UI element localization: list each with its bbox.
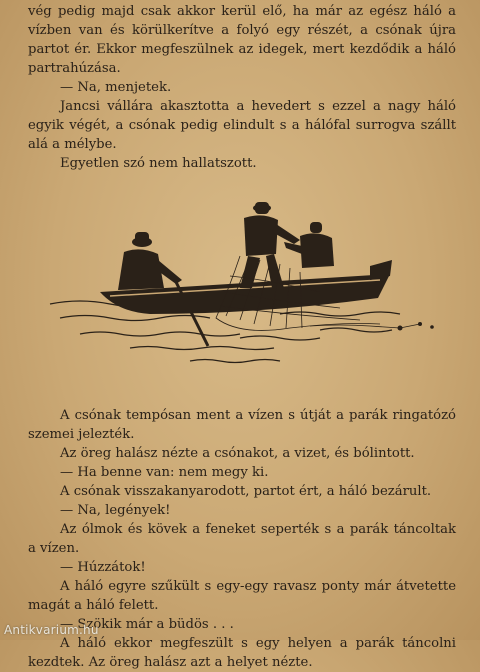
fisherman-right bbox=[284, 222, 334, 268]
paragraph: A csónak visszakanyarodott, partot ért, a háló bezárult. bbox=[60, 484, 432, 499]
paragraph: — Húzzátok! bbox=[60, 560, 146, 575]
illustration-drawing bbox=[40, 196, 440, 372]
watermark-text: Antikvarium.hu bbox=[4, 623, 99, 637]
fisherman-left bbox=[118, 232, 182, 290]
paragraph: Jancsi vállára akasztotta a hevedert s ezzel a nagy háló egyik végét, a csónak pedig elindult s a hálófal surrogva szállt alá a mélybe. bbox=[28, 99, 456, 152]
fishermen-boat-illustration bbox=[40, 196, 440, 372]
paragraph: — Ha benne van: nem megy ki. bbox=[60, 465, 269, 480]
paragraph: A háló ekkor megfeszült s egy helyen a parák táncolni kezdtek. Az öreg halász azt a helyet nézte. bbox=[28, 636, 456, 670]
paragraph: — Na, legények! bbox=[60, 503, 171, 518]
paragraph: A csónak tempósan ment a vízen s útját a parák ringatózó szemei jelezték. bbox=[28, 408, 456, 442]
paragraph: — Szökik már a büdös . . . bbox=[60, 617, 234, 632]
paragraph: A háló egyre szűkült s egy-egy ravasz ponty már átvetette magát a háló felett. bbox=[28, 579, 456, 613]
paragraph: — Na, menjetek. bbox=[60, 80, 172, 95]
top-text-block bbox=[28, 2, 456, 173]
paragraph: Az ólmok és kövek a feneket seperték s a parák táncoltak a vízen. bbox=[28, 522, 456, 556]
paragraph: Az öreg halász nézte a csónakot, a vizet, és bólintott. bbox=[60, 446, 415, 461]
paragraph: vég pedig majd csak akkor kerül elő, ha már az egész háló a vízben van és körülkerítve a folyó egy részét, a csónak újra partot ér. Ekkor megfeszülnek az idegek, mert kezdődik a háló partrahúzása. bbox=[28, 4, 456, 76]
paragraph: Egyetlen szó nem hallatszott. bbox=[60, 156, 257, 171]
